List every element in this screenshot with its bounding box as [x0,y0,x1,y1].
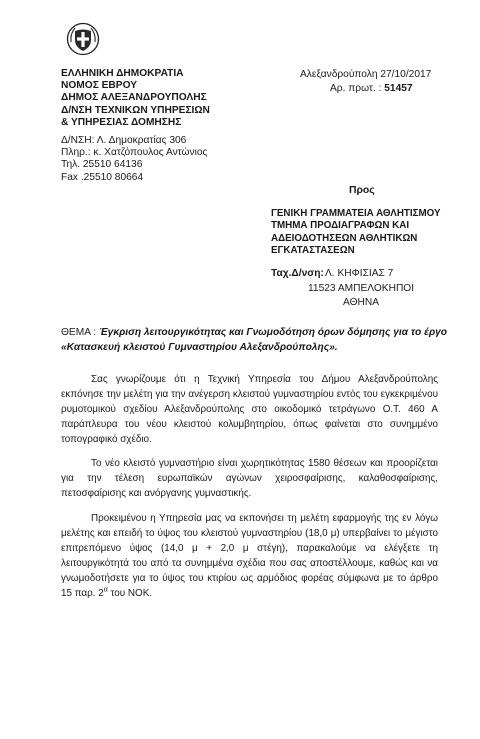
recipient-line: ΑΔΕΙΟΔΟΤΗΣΕΩΝ ΑΘΛΗΤΙΚΩΝ [271,232,418,244]
contact-person: Πληρ.: κ. Χατζόπουλος Αντώνιος [61,147,208,159]
subject-block [61,325,447,355]
sender-block [61,68,210,129]
sender-line: Δ/ΝΣΗ ΤΕΧΝΙΚΩΝ ΥΠΗΡΕΣΙΩΝ [61,104,210,116]
protocol-line [330,82,413,96]
body-paragraph-3-end: του ΝΟΚ. [107,588,153,599]
body-paragraph-2: Το νέο κλειστό γυμναστήριο είναι χωρητικότητας 1580 θέσεων και προορίζεται για την τέλεση ευρωπαϊκών αγώνων χειροσφαίρισης, καλαθοσφαίρισης, πετοσφαίρισης και ανόργανης γυμναστικής. [61,458,438,499]
contact-address: Δ/ΝΣΗ: Λ. Δημοκρατίας 306 [61,135,187,146]
contact-fax: Fax .25510 80664 [61,171,144,183]
body-paragraph-3-text: Προκειμένου η Υπηρεσία μας να εκπονήσει τη μελέτη εφαρμογής της εν λόγω μελέτης και επειδή το ύψος του κλειστού γυμναστηρίου (18,0 μ) υπερβαίνει το μέγιστο επιτρεπόμενο ύψος (14,0 μ + 2,0 μ στέγη), παρακαλούμε να ελέγξετε τη λειτουργικότητά του από τα συνημμένα σχέδια που σας αποστέλλουμε, καθώς και να γνωμοδοτήσετε για το ύψος του κτιρίου ως αρμόδιος φορέας σύμφωνα με το άρθρο 15 παρ. 2 [61,513,438,599]
recipient-line: ΕΓΚΑΤΑΣΤΑΣΕΩΝ [271,244,355,256]
address-postcode: 11523 ΑΜΠΕΛΟΚΗΠΟΙ [308,283,415,294]
address-city: ΑΘΗΝΑ [343,297,380,308]
sender-line: ΝΟΜΟΣ ΕΒΡΟΥ [61,80,138,92]
greek-coat-of-arms-icon [66,22,100,56]
body-paragraph-3 [61,511,438,601]
subject-label: ΘΕΜΑ : [61,327,97,338]
address-label: Ταχ.Δ/νση: [271,268,324,279]
sender-line: ΕΛΛΗΝΙΚΗ ΔΗΜΟΚΡΑΤΙΑ [61,68,184,79]
recipient-block [271,208,441,257]
contact-block [61,135,207,184]
body-paragraph-1: Σας γνωρίζουμε ότι η Τεχνική Υπηρεσία του Δήμου Αλεξανδρούπολης εκπόνησε την μελέτη για την ανέγερση κλειστού γυμναστηρίου εντός του εγκεκριμένου ρυμοτομικού σχεδίου Αλεξανδρούπολης στο οικοδομικό τετράγωνο Ο.Τ. 460 Α παράπλευρα του νέου κλειστού κολυμβητηρίου, όπως φαίνεται στο συνημμένο τοπογραφικό σχέδιο. [61,374,438,445]
recipient-line: ΤΜΗΜΑ ΠΡΟΔΙΑΓΡΑΦΩΝ ΚΑΙ [271,220,410,232]
subject-line-2: «Κατασκευή κλειστού Γυμναστηρίου Αλεξανδρούπολης». [61,342,338,353]
recipient-line: ΓΕΝΙΚΗ ΓΡΑΜΜΑΤΕΙΑ ΑΘΛΗΤΙΣΜΟΥ [271,208,441,219]
sender-line: ΔΗΜΟΣ ΑΛΕΞΑΝΔΡΟΥΠΟΛΗΣ [61,92,207,104]
protocol-label: Αρ. πρωτ. : [330,83,382,94]
contact-phone: Τηλ. 25510 64136 [61,159,143,171]
protocol-number: 51457 [384,83,413,94]
place-date: Αλεξανδρούπολη 27/10/2017 [300,69,432,80]
superscript-alpha: α [103,586,108,594]
subject-line-1: Έγκριση λειτουργικότητας και Γνωμοδότηση όρων δόμησης για το έργο [98,327,448,338]
to-label: Προς [349,185,375,196]
address-street: Λ. ΚΗΦΙΣΙΑΣ 7 [325,268,394,279]
sender-line: & ΥΠΗΡΕΣΙΑΣ ΔΟΜΗΣΗΣ [61,116,182,128]
